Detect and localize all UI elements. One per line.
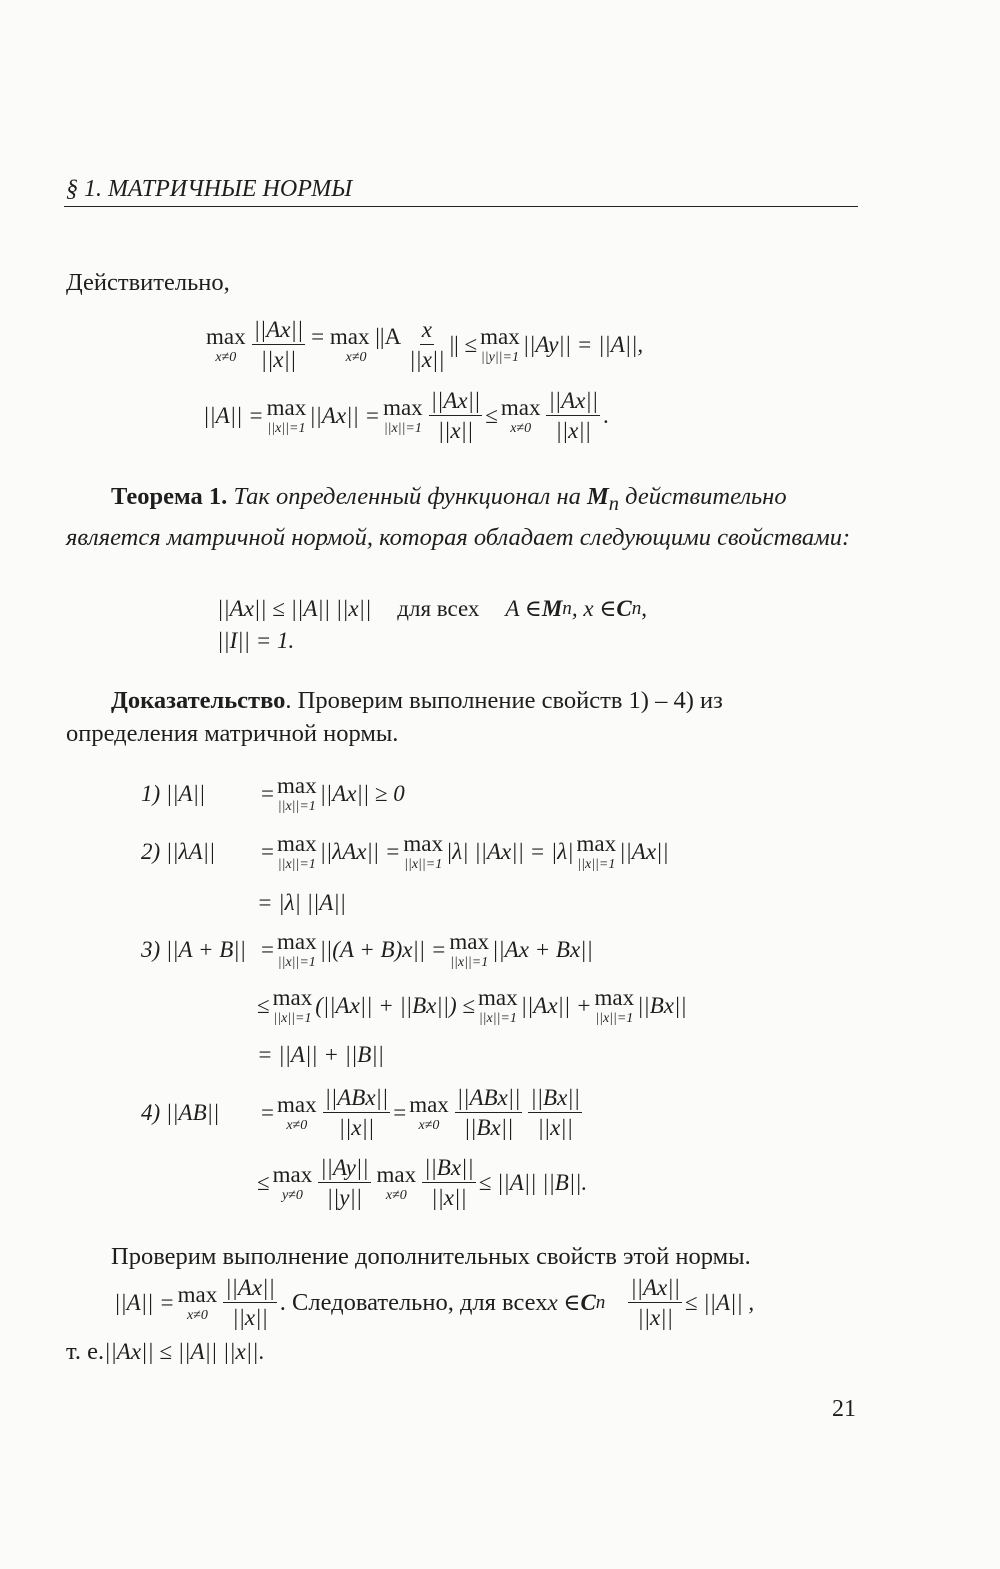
property-4 — [141, 1086, 585, 1140]
theorem-symbol: M — [587, 483, 609, 510]
property-2 — [141, 832, 669, 872]
eq-subscript: n — [562, 598, 572, 619]
theorem-subscript: n — [608, 492, 619, 515]
fraction — [318, 1156, 370, 1210]
denominator: ||x|| — [260, 347, 297, 373]
section-header: § 1. МАТРИЧНЫЕ НОРМЫ — [66, 176, 353, 202]
theorem-equation-1 — [217, 596, 647, 622]
op-subscript: x≠0 — [418, 1118, 440, 1134]
op-subscript: ||x||=1 — [478, 1011, 517, 1026]
max-op: max — [276, 1092, 317, 1118]
theorem-label: Теорема 1. — [111, 483, 228, 510]
theorem-paragraph — [66, 480, 858, 554]
op-subscript: ||x||=1 — [595, 1011, 634, 1026]
eq-text: ≤ — [485, 403, 498, 429]
eq-text: ||Ax|| — [619, 839, 669, 864]
proof-label: Доказательство — [111, 687, 286, 714]
fraction — [422, 1156, 476, 1210]
max-op: max — [276, 929, 317, 954]
max-op: max — [403, 831, 443, 856]
eq-text: ||Ax|| ≥ 0 — [319, 781, 405, 806]
denominator: ||x|| — [232, 1305, 268, 1331]
denominator: ||Bx|| — [463, 1115, 514, 1141]
fraction — [223, 1276, 277, 1330]
max-op: max — [276, 773, 317, 798]
eq-symbol: M — [541, 596, 563, 621]
extra-text: Проверим выполнение дополнительных свойств этой нормы. — [111, 1243, 751, 1270]
fraction — [252, 318, 306, 372]
eq-text: x ∈ — [547, 1290, 581, 1316]
numerator: ||ABx|| — [455, 1086, 523, 1113]
eq-text: . — [258, 1339, 265, 1364]
eq-text: ≤ — [257, 1170, 270, 1196]
numerator: ||Ax|| — [628, 1276, 682, 1303]
numerator: ||Ax|| — [223, 1276, 277, 1303]
eq-text: A ∈ — [505, 596, 542, 621]
eq-text: = — [393, 1100, 407, 1126]
theorem-equation-2 — [217, 628, 294, 654]
numerator: ||Ay|| — [318, 1156, 370, 1183]
eq-text: = max ||A — [311, 324, 402, 350]
eq-text: ≤ — [257, 993, 270, 1018]
eq-text: . Следовательно, для всех — [279, 1289, 548, 1317]
eq-text: = ||A|| + ||B|| — [257, 1042, 384, 1067]
eq-text: || ≤ — [449, 332, 478, 358]
property-3-line-2 — [257, 986, 687, 1026]
max-op: max — [177, 1282, 218, 1308]
property-3-line-3 — [257, 1042, 384, 1068]
property-1 — [141, 774, 405, 814]
op-subscript: ||x||=1 — [577, 857, 616, 872]
op-subscript: ||x||=1 — [277, 955, 316, 970]
op-subscript: ||x||=1 — [267, 421, 306, 437]
property-2-continuation — [257, 890, 346, 916]
eq-text: ||Bx|| — [637, 993, 687, 1018]
max-op: max — [276, 831, 317, 856]
property-4-line-2 — [257, 1156, 587, 1210]
fraction — [628, 1276, 682, 1330]
eq-text: |λ| ||Ax|| = |λ| — [445, 839, 574, 864]
max-op: max — [478, 985, 518, 1010]
eq-text: для всех — [397, 596, 480, 621]
max-op: max — [272, 985, 313, 1010]
numerator: ||ABx|| — [323, 1086, 391, 1113]
eq-superscript: n — [631, 598, 642, 619]
max-op: max — [480, 324, 520, 350]
eq-text: ≤ ||A|| ||B||. — [478, 1170, 588, 1196]
max-op: max — [266, 395, 307, 421]
max-op: max — [383, 395, 423, 421]
op-subscript: x≠0 — [215, 350, 237, 366]
op-subscript: ||x||=1 — [273, 1011, 312, 1026]
eq-text: ≤ ||A|| , — [684, 1290, 755, 1316]
eq-text: = — [261, 1100, 274, 1126]
proof-text: . Проверим выполнение свойств 1) – 4) из определения матричной нормы. — [66, 687, 723, 747]
denominator: ||x|| — [409, 347, 445, 373]
property-label: 4) ||AB|| — [141, 1100, 220, 1126]
fraction — [407, 318, 447, 372]
property-label: 2) ||λA|| — [141, 839, 216, 864]
max-op: max — [576, 831, 617, 856]
eq-text: ||λAx|| = — [319, 839, 401, 864]
eq-text: ||A|| = — [114, 1290, 175, 1316]
eq-text: , x ∈ — [571, 596, 617, 621]
eq-text: ||Ax|| = — [309, 403, 381, 429]
op-subscript: x≠0 — [510, 421, 532, 437]
max-op: max — [272, 1162, 313, 1188]
denominator: ||x|| — [437, 418, 474, 444]
op-subscript: x≠0 — [385, 1188, 407, 1204]
theorem-text: действительно является матричной нормой, которая обладает следующими свойствами: — [66, 483, 851, 551]
denominator: ||x|| — [537, 1115, 573, 1141]
fraction — [546, 389, 600, 443]
property-3 — [141, 930, 593, 970]
eq-text: ||Ay|| = ||A||, — [522, 332, 644, 358]
denominator: ||x|| — [338, 1115, 375, 1141]
denominator: ||x|| — [431, 1185, 467, 1211]
eq-text: ||Ax|| + — [520, 993, 592, 1018]
page-number: 21 — [832, 1396, 856, 1422]
intro-equation-1 — [203, 318, 643, 372]
max-op: max — [206, 324, 246, 350]
eq-superscript: n — [595, 1292, 606, 1314]
eq-symbol: C — [616, 596, 632, 621]
op-subscript: ||x||=1 — [277, 799, 316, 814]
numerator: ||Ax|| — [252, 318, 306, 345]
property-label: 1) ||A|| — [141, 781, 206, 806]
property-label: 3) ||A + B|| — [141, 937, 246, 962]
fraction — [455, 1086, 523, 1140]
extra-equation-1 — [114, 1276, 754, 1330]
eq-text: ||A|| = — [203, 403, 264, 429]
denominator: ||x|| — [637, 1305, 673, 1331]
eq-text: , — [641, 596, 648, 621]
eq-text: ||Ax + Bx|| — [492, 937, 593, 962]
eq-symbol: C — [580, 1290, 596, 1316]
op-subscript: ||x||=1 — [277, 857, 316, 872]
max-op: max — [594, 985, 635, 1010]
op-subscript: ||x||=1 — [404, 857, 443, 872]
eq-text: ||Ax|| ≤ ||A|| ||x|| — [104, 1339, 259, 1364]
eq-text: = — [261, 781, 274, 806]
numerator: ||Ax|| — [429, 389, 483, 416]
eq-text: . — [603, 403, 609, 429]
max-op: max — [409, 1092, 449, 1118]
fraction — [528, 1086, 582, 1140]
eq-text: = — [261, 839, 274, 864]
op-subscript: x≠0 — [286, 1118, 308, 1134]
header-rule — [64, 206, 858, 207]
eq-text: т. е. — [66, 1338, 105, 1365]
fraction — [429, 389, 483, 443]
eq-text: = |λ| ||A|| — [257, 890, 346, 915]
eq-text: ||I|| = 1. — [217, 628, 295, 653]
numerator: ||Bx|| — [528, 1086, 582, 1113]
fraction — [323, 1086, 391, 1140]
op-subscript: x≠0 — [186, 1308, 208, 1324]
op-subscript: y≠0 — [281, 1188, 303, 1204]
numerator: x — [420, 318, 434, 345]
eq-text: ||(A + B)x|| = — [319, 937, 447, 962]
numerator: ||Ax|| — [546, 389, 600, 416]
eq-text: ||Ax|| ≤ ||A|| ||x|| — [217, 596, 372, 621]
max-op: max — [449, 929, 489, 954]
eq-text: (||Ax|| + ||Bx||) ≤ — [315, 993, 476, 1018]
max-op: max — [376, 1162, 417, 1188]
intro-equation-2 — [203, 389, 609, 443]
op-subscript: ||x||=1 — [383, 421, 422, 437]
denominator: ||y|| — [326, 1185, 363, 1211]
denominator: ||x|| — [555, 418, 591, 444]
eq-text: = — [261, 937, 274, 962]
theorem-text: Так определенный функционал на — [227, 483, 587, 510]
proof-paragraph — [66, 684, 858, 750]
op-subscript: x≠0 — [345, 350, 367, 366]
extra-equation-2 — [66, 1338, 264, 1366]
intro-text: Действительно, — [66, 269, 230, 296]
op-subscript: ||y||=1 — [480, 350, 519, 366]
max-op: max — [500, 395, 541, 421]
op-subscript: ||x||=1 — [450, 955, 489, 970]
numerator: ||Bx|| — [422, 1156, 476, 1183]
